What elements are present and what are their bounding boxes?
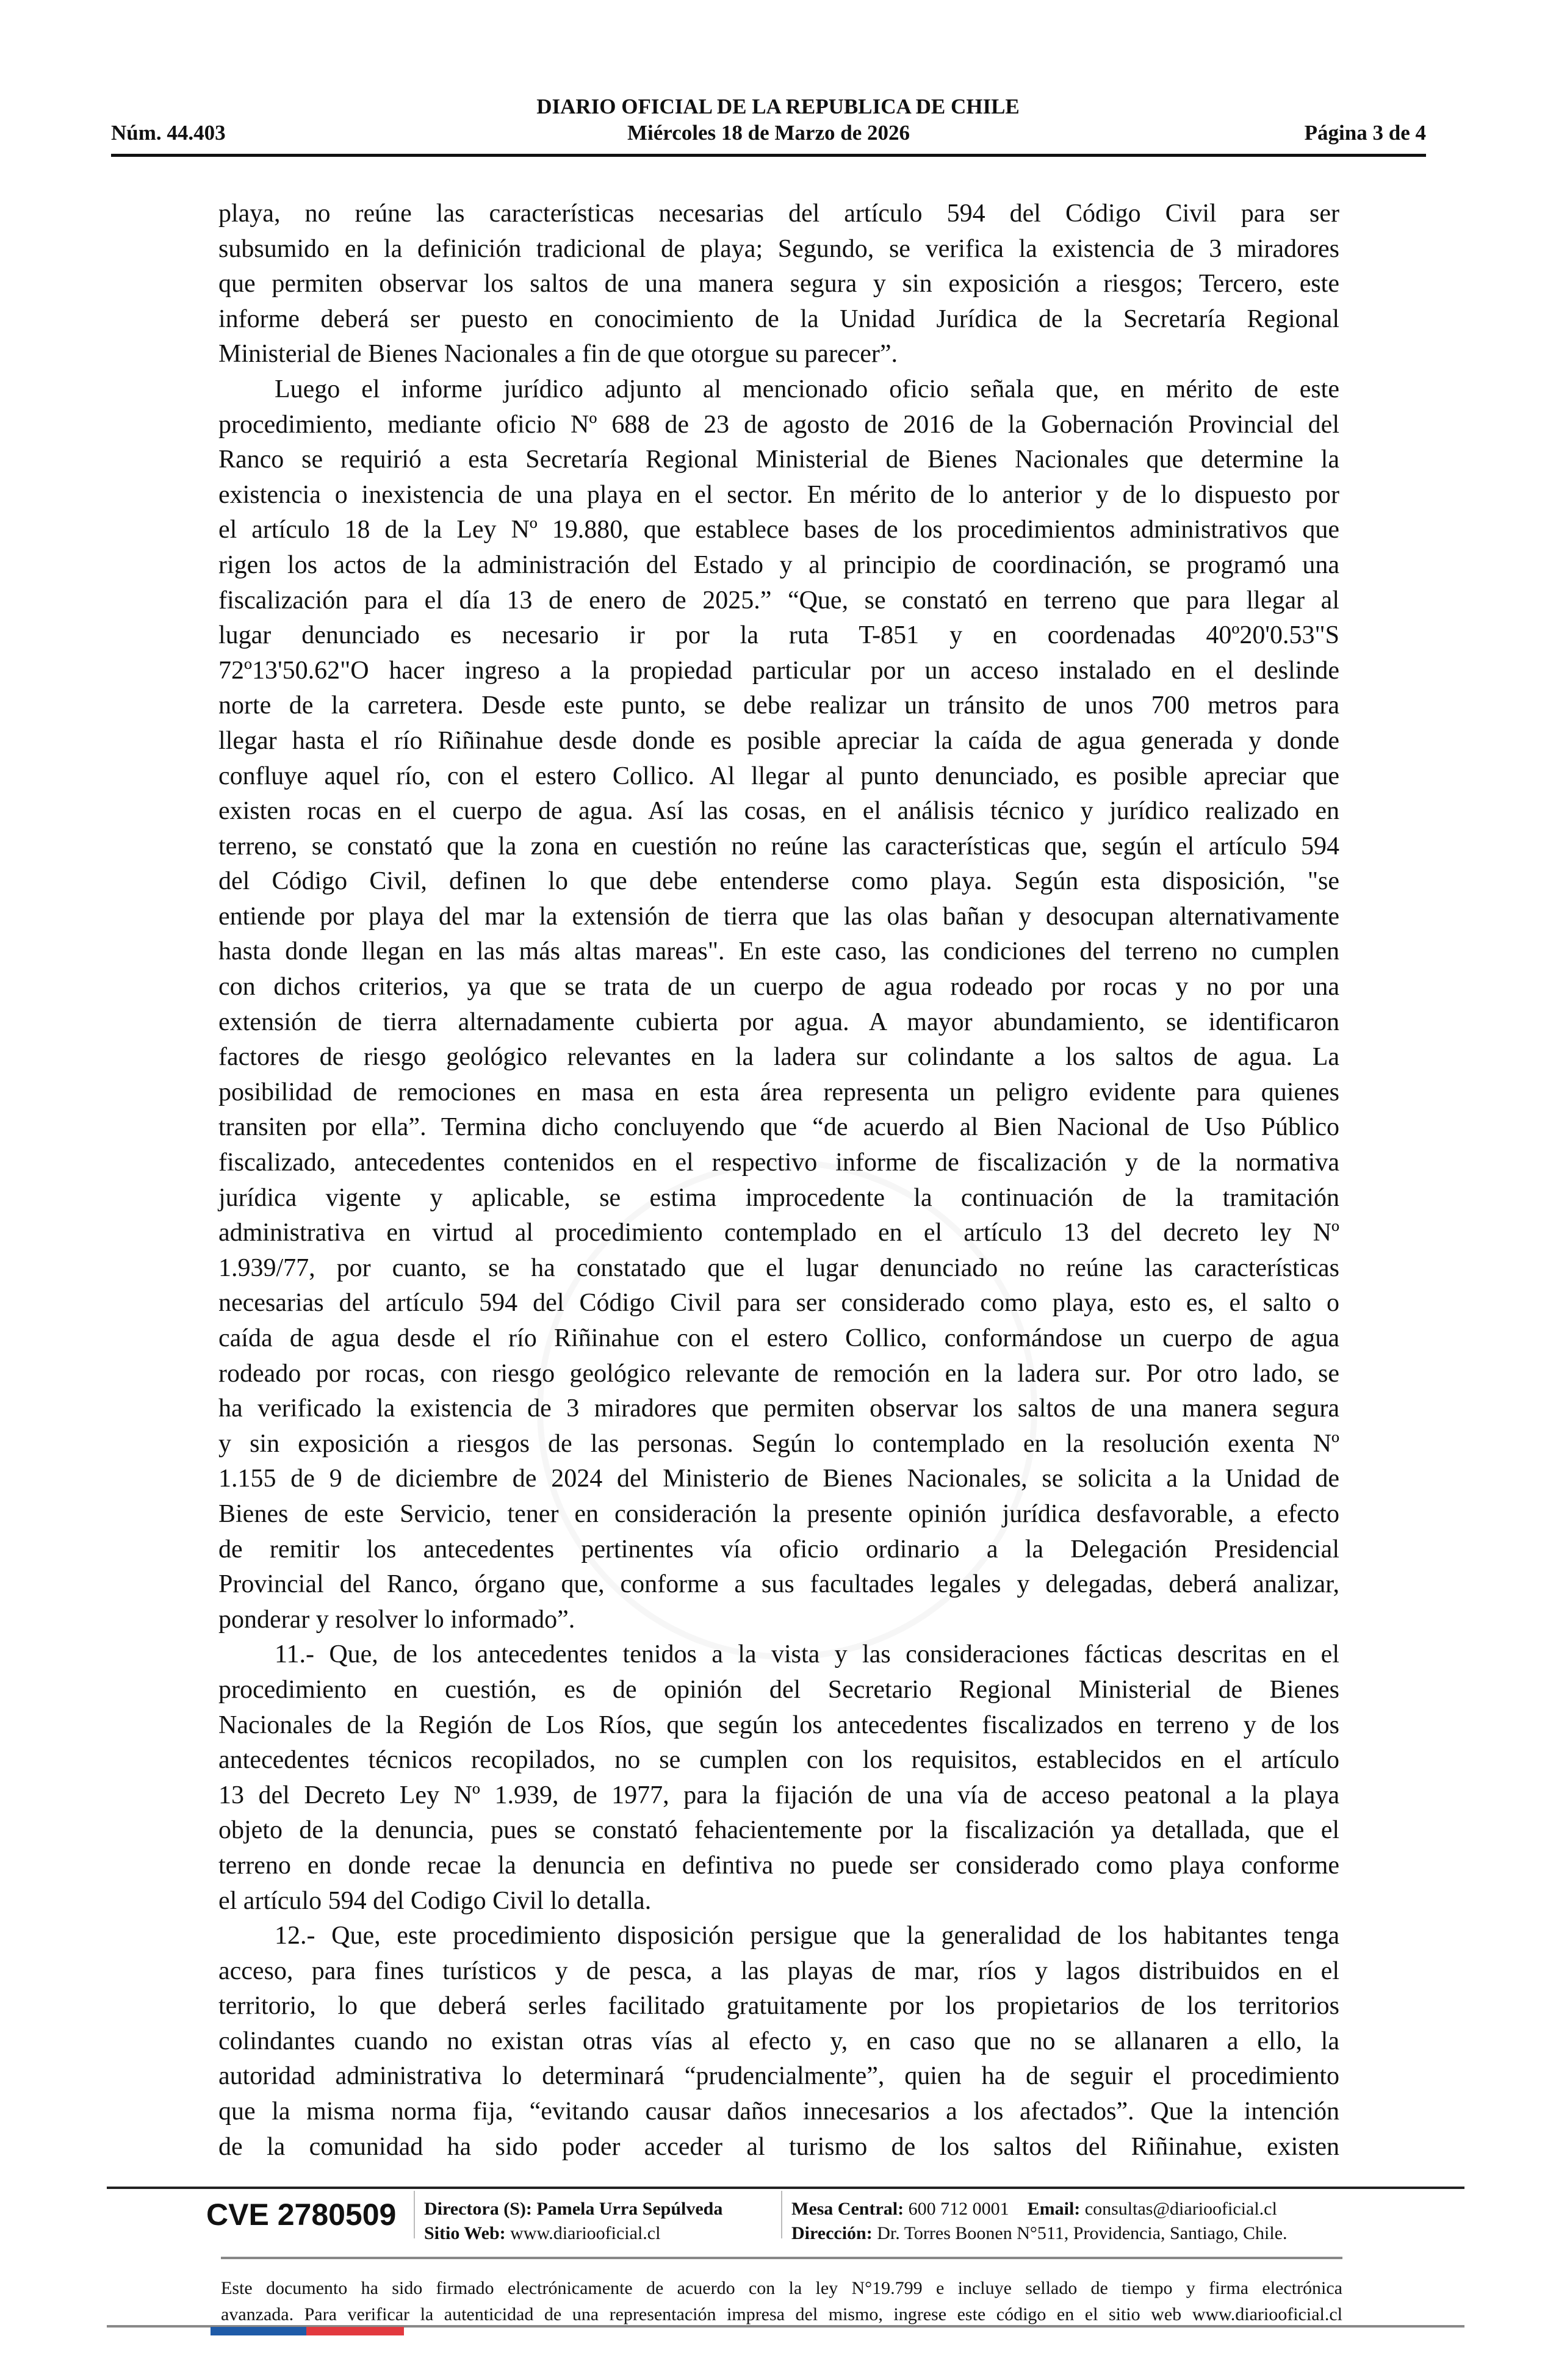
text-line: del Código Civil, definen lo que debe entenderse como playa. Según esta disposición, "se (218, 867, 1339, 896)
paragraph (218, 197, 1339, 372)
header-rule (111, 154, 1426, 157)
text-line: Nacionales de la Región de Los Ríos, que según los antecedentes fiscalizados en terreno y de los (218, 1711, 1339, 1739)
text-line: rodeado por rocas, con riesgo geológico relevante de remoción en la ladera sur. Por otro lado, se (218, 1359, 1339, 1388)
text-line: con dichos criterios, ya que se trata de un cuerpo de agua rodeado por rocas y no por una (218, 973, 1339, 1001)
text-line: terreno, se constató que la zona en cuestión no reúne las características que, según el artículo 594 (218, 832, 1339, 860)
text-line: confluye aquel río, con el estero Collico. Al llegar al punto denunciado, es posible apreciar que (218, 762, 1339, 790)
footer-separator (414, 2191, 415, 2238)
director-label: Directora (S): (424, 2199, 532, 2219)
text-line: el artículo 594 del Codigo Civil lo detalla. (218, 1886, 652, 1915)
text-line: Provincial del Ranco, órgano que, conforme a sus facultades legales y delegadas, deberá analizar, (218, 1570, 1339, 1599)
text-line: lugar denunciado es necesario ir por la ruta T-851 y en coordenadas 40º20'0.53"S (218, 621, 1339, 650)
footer-rule-top (107, 2187, 1464, 2189)
text-line: fiscalización para el día 13 de enero de 2025.” “Que, se constató en terreno que para llegar al (218, 586, 1339, 615)
text-line: factores de riesgo geológico relevantes en la ladera sur colindante a los saltos de agua. La (218, 1043, 1339, 1072)
text-line: colindantes cuando no existan otras vías al efecto y, en caso que no se allanaren a ello, la (218, 2027, 1339, 2055)
footer-rule-middle (221, 2257, 1342, 2259)
newspaper-title: DIARIO OFICIAL DE LA REPUBLICA DE CHILE (536, 95, 1020, 118)
text-line: procedimiento en cuestión, es de opinión del Secretario Regional Ministerial de Bienes (218, 1675, 1339, 1704)
text-line: existencia o inexistencia de una playa en el sector. En mérito de lo anterior y de lo dispuesto por (218, 480, 1339, 509)
text-line: terreno en donde recae la denuncia en defintiva no puede ser considerado como playa conforme (218, 1851, 1339, 1880)
text-line: caída de agua desde el río Riñinahue con el estero Collico, conformándose un cuerpo de agua (218, 1324, 1339, 1352)
text-line: necesarias del artículo 594 del Código Civil para ser considerado como playa, esto es, el salto o (218, 1289, 1339, 1318)
text-line: llegar hasta el río Riñinahue desde donde es posible apreciar la caída de agua generada y donde (218, 726, 1339, 755)
email-label: Email: (1027, 2199, 1081, 2219)
text-line: transiten por ella”. Termina dicho concluyendo que “de acuerdo al Bien Nacional de Uso Público (218, 1113, 1339, 1142)
text-line: acceso, para fines turísticos y de pesca, a las playas de mar, ríos y lagos distribuidos en el (218, 1956, 1339, 1985)
document-body (218, 197, 1339, 2165)
text-line: el artículo 18 de la Ley Nº 19.880, que establece bases de los procedimientos administrativos que (218, 516, 1339, 544)
text-line: ha verificado la existencia de 3 miradores que permiten observar los saltos de una manera segura (218, 1394, 1339, 1423)
paragraph (218, 1637, 1339, 1919)
text-line: territorio, lo que deberá serles facilitado gratuitamente por los propietarios de los territorios (218, 1992, 1339, 2021)
text-line: 12.- Que, este procedimiento disposición persigue que la generalidad de los habitantes tenga (275, 1922, 1339, 1950)
text-line: Bienes de este Servicio, tener en consideración la presente opinión jurídica desfavorable, a efecto (218, 1499, 1339, 1528)
text-line: administrativa en virtud al procedimiento contemplado en el artículo 13 del decreto ley Nº (218, 1219, 1339, 1247)
email-link[interactable]: consultas@diariooficial.cl (1084, 2199, 1277, 2219)
text-line: ponderar y resolver lo informado”. (218, 1605, 575, 1634)
phone-label: Mesa Central: (791, 2199, 904, 2219)
signature-note (221, 2275, 1342, 2328)
footer-director-block (424, 2197, 722, 2246)
director-name: Pamela Urra Sepúlveda (536, 2199, 723, 2219)
text-line: playa, no reúne las características necesarias del artículo 594 del Código Civil para ser (218, 200, 1339, 228)
text-line: 1.155 de 9 de diciembre de 2024 del Ministerio de Bienes Nacionales, se solicita a la Unidad de (218, 1465, 1339, 1493)
text-line: Ministerial de Bienes Nacionales a fin de que otorgue su parecer”. (218, 340, 898, 369)
text-line: autoridad administrativa lo determinará “prudencialmente”, quien ha de seguir el procedimiento (218, 2062, 1339, 2091)
text-line: 72º13'50.62"O hacer ingreso a la propiedad particular por un acceso instalado en el deslinde (218, 656, 1339, 685)
web-link[interactable]: www.diariooficial.cl (510, 2223, 661, 2243)
note-line: avanzada. Para verificar la autenticidad de una representación impresa del mismo, ingrese este código en el sitio web www.diariooficial.cl (221, 2304, 1342, 2324)
text-line: 11.- Que, de los antecedentes tenidos a la vista y las consideraciones fácticas descritas en el (275, 1640, 1339, 1669)
issue-date: Miércoles 18 de Marzo de 2026 (627, 121, 910, 145)
text-line: objeto de la denuncia, pues se constató fehacientemente por la fiscalización ya detallada, que el (218, 1816, 1339, 1845)
phone-value: 600 712 0001 (908, 2199, 1009, 2219)
text-line: informe deberá ser puesto en conocimiento de la Unidad Jurídica de la Secretaría Regional (218, 305, 1339, 333)
paragraph (218, 372, 1339, 1637)
text-line: entiende por playa del mar la extensión de tierra que las olas bañan y desocupan alternativamente (218, 902, 1339, 931)
web-label: Sitio Web: (424, 2223, 506, 2243)
address-label: Dirección: (791, 2223, 873, 2243)
text-line: jurídica vigente y aplicable, se estima improcedente la continuación de la tramitación (218, 1183, 1339, 1212)
text-line: posibilidad de remociones en masa en esta área representa un peligro evidente para quienes (218, 1078, 1339, 1106)
address-value: Dr. Torres Boonen N°511, Providencia, Santiago, Chile. (877, 2223, 1288, 2243)
text-line: antecedentes técnicos recopilados, no se cumplen con los requisitos, establecidos en el artículo (218, 1746, 1339, 1775)
cve-code: CVE 2780509 (206, 2198, 397, 2232)
footer-separator (781, 2191, 782, 2238)
page-indicator: Página 3 de 4 (1304, 121, 1426, 145)
note-line: Este documento ha sido firmado electrónicamente de acuerdo con la ley N°19.799 e incluye sellado de tiempo y firma electrónica (221, 2278, 1342, 2298)
paragraph (218, 1919, 1339, 2165)
text-line: fiscalizado, antecedentes contenidos en el respectivo informe de fiscalización y de la normativa (218, 1149, 1339, 1177)
text-line: rigen los actos de la administración del Estado y al principio de coordinación, se programó una (218, 550, 1339, 579)
text-line: de remitir los antecedentes pertinentes vía oficio ordinario a la Delegación Presidencial (218, 1535, 1339, 1563)
text-line: existen rocas en el cuerpo de agua. Así las cosas, en el análisis técnico y jurídico realizado en (218, 797, 1339, 826)
flag-stripe-blue (211, 2327, 306, 2335)
text-line: Ranco se requirió a esta Secretaría Regional Ministerial de Bienes Nacionales que determine la (218, 445, 1339, 474)
text-line: Luego el informe jurídico adjunto al mencionado oficio señala que, en mérito de este (275, 375, 1339, 403)
footer-contact-block (791, 2197, 1288, 2246)
flag-stripe-red (306, 2327, 404, 2335)
text-line: subsumido en la definición tradicional de playa; Segundo, se verifica la existencia de 3 miradores (218, 234, 1339, 263)
text-line: que la misma norma fija, “evitando causar daños innecesarios a los afectados”. Que la intención (218, 2097, 1339, 2126)
text-line: norte de la carretera. Desde este punto, se debe realizar un tránsito de unos 700 metros para (218, 691, 1339, 720)
text-line: 13 del Decreto Ley Nº 1.939, de 1977, para la fijación de una vía de acceso peatonal a la playa (218, 1781, 1339, 1809)
text-line: y sin exposición a riesgos de las personas. Según lo contemplado en la resolución exenta Nº (218, 1429, 1339, 1458)
text-line: 1.939/77, por cuanto, se ha constatado que el lugar denunciado no reúne las características (218, 1253, 1339, 1282)
text-line: procedimiento, mediante oficio Nº 688 de 23 de agosto de 2016 de la Gobernación Provincial del (218, 410, 1339, 439)
text-line: que permiten observar los saltos de una manera segura y sin exposición a riesgos; Tercero, este (218, 270, 1339, 298)
issue-number: Núm. 44.403 (111, 121, 226, 145)
text-line: hasta donde llegan en las más altas mareas". En este caso, las condiciones del terreno no cumplen (218, 937, 1339, 966)
text-line: de la comunidad ha sido poder acceder al turismo de los saltos del Riñinahue, existen (218, 2132, 1339, 2161)
text-line: extensión de tierra alternadamente cubierta por agua. A mayor abundamiento, se identificaron (218, 1008, 1339, 1036)
